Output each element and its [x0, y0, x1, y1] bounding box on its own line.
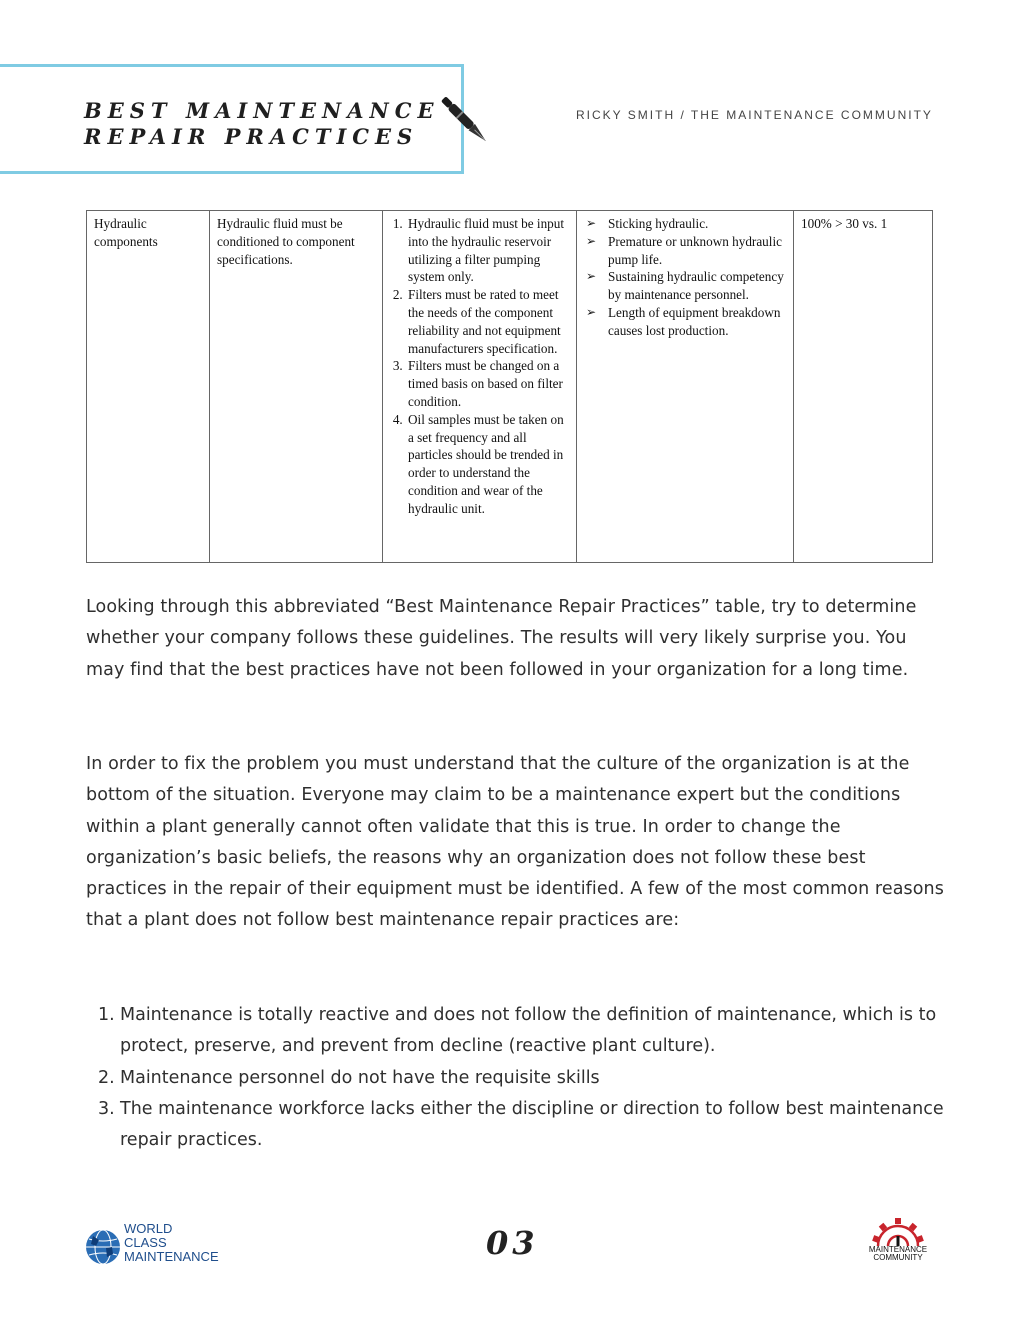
mc-wordmark — [860, 1246, 936, 1262]
list-text: Maintenance personnel do not have the requisite skills — [120, 1067, 600, 1088]
component-text: Hydraulic components — [94, 216, 158, 249]
title-line-2: REPAIR PRACTICES — [84, 124, 419, 149]
mc-line-1: MAINTENANCE — [868, 1245, 928, 1254]
consequence-item: ➢ Premature or unknown hydraulic pump life. — [584, 233, 786, 269]
cost-cell — [794, 211, 933, 563]
best-practices-table — [86, 210, 933, 563]
list-item — [86, 1094, 946, 1157]
step-item: 1. Hydraulic fluid must be input into the hydraulic reservoir utilizing a filter pumping system only. — [406, 215, 569, 286]
world-class-maintenance-logo — [84, 1220, 244, 1270]
wcm-line-1: WORLD — [124, 1221, 173, 1236]
page-title — [84, 98, 439, 150]
consequences-list — [584, 215, 786, 340]
culture-paragraph: In order to fix the problem you must understand that the culture of the organization is at the bottom of the situation. Everyone may claim to be a maintenance expert but the conditions within a plant generally cannot often validate that this is true. In order to change the organization’s basic beliefs, the reasons why an organization does not follow these best practices in the repair of their equipment must be identified. A few of the most common reasons that a plant does not follow best maintenance repair practices are: — [86, 754, 944, 931]
intro-paragraph: Looking through this abbreviated “Best Maintenance Repair Practices” table, try to determine whether your company follows these guidelines. The results will very likely surprise you. You may find that the best practices have not been followed in your organization for a long time. — [86, 597, 917, 680]
cost-text: 100% > 30 vs. 1 — [801, 216, 888, 231]
page-number: 03 — [486, 1224, 539, 1262]
consequence-item: ➢ Length of equipment breakdown causes lost production. — [584, 304, 786, 340]
steps-cell — [383, 211, 577, 563]
list-number: 1. — [98, 1005, 115, 1025]
fountain-pen-icon — [432, 88, 498, 154]
consequence-item: ➢ Sustaining hydraulic competency by maintenance personnel. — [584, 268, 786, 304]
list-text: The maintenance workforce lacks either the discipline or direction to follow best maintenance repair practices. — [120, 1098, 944, 1151]
gear-icon — [860, 1214, 936, 1248]
component-cell — [87, 211, 210, 563]
title-line-1: BEST MAINTENANCE — [84, 98, 440, 123]
list-item — [86, 1063, 946, 1094]
list-item — [86, 1000, 946, 1063]
globe-icon — [84, 1228, 122, 1266]
best-practice-text: Hydraulic fluid must be conditioned to component specifications. — [217, 216, 355, 267]
wcm-wordmark — [124, 1222, 219, 1264]
table-row — [87, 211, 933, 563]
list-text: Maintenance is totally reactive and does not follow the definition of maintenance, which is to protect, preserve, and prevent from decline (reactive plant culture). — [120, 1005, 937, 1057]
consequence-item: ➢ Sticking hydraulic. — [584, 215, 786, 233]
steps-list — [390, 215, 569, 518]
mc-line-2: COMMUNITY — [873, 1253, 923, 1262]
list-number: 2. — [98, 1067, 115, 1088]
consequences-cell — [577, 211, 794, 563]
step-item: 4. Oil samples must be taken on a set frequency and all particles should be trended in order to understand the condition and wear of the hydraulic unit. — [406, 411, 569, 518]
list-number: 3. — [98, 1098, 115, 1119]
author-credit: RICKY SMITH / THE MAINTENANCE COMMUNITY — [576, 108, 933, 122]
step-item: 2. Filters must be rated to meet the needs of the component reliability and not equipment manufacturers specification. — [406, 286, 569, 357]
step-item: 3. Filters must be changed on a timed basis on based on filter condition. — [406, 357, 569, 410]
maintenance-community-logo — [860, 1214, 936, 1274]
best-practice-cell — [210, 211, 383, 563]
wcm-line-3: MAINTENANCE — [124, 1249, 219, 1264]
wcm-line-2: CLASS — [124, 1235, 167, 1250]
reasons-list — [86, 1000, 946, 1156]
